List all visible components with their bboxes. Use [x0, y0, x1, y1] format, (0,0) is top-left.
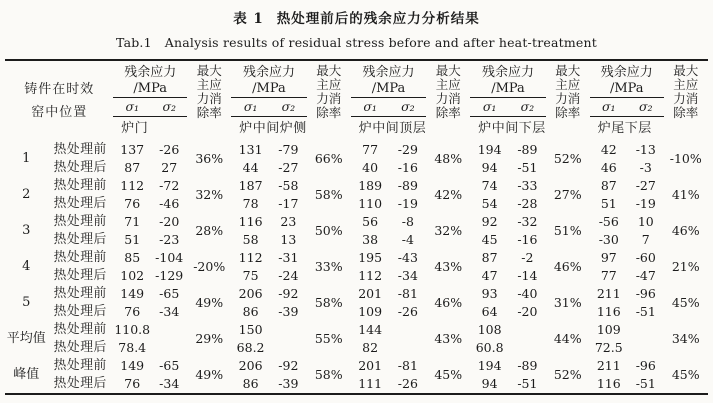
- sigma1-value: 149: [120, 358, 145, 373]
- sigma2-value: -20: [517, 304, 538, 319]
- treatment-after-label: 热处理后: [53, 304, 107, 319]
- stress-unit-label: /MPa: [252, 81, 286, 96]
- sigma1-value: 137: [120, 142, 145, 157]
- sigma2-value: -33: [517, 178, 538, 193]
- rate-header-text: 最大主应力消除率: [673, 63, 699, 120]
- sigma2-value: -2: [521, 250, 534, 265]
- sigma2-value: [390, 339, 427, 357]
- sigma1-value: 76: [124, 376, 141, 391]
- sigma2-value: -23: [159, 232, 180, 247]
- sigma2-value: -65: [159, 286, 180, 301]
- sigma2-value: -27: [278, 160, 299, 175]
- rate-header-text: 最大主应力消除率: [435, 63, 461, 120]
- sigma1-value: 86: [242, 376, 259, 391]
- sigma2-value: [509, 339, 546, 357]
- sigma1-value: 45: [481, 232, 498, 247]
- sigma1-value: 40: [362, 160, 379, 175]
- residual-stress-header: [590, 60, 664, 98]
- sigma1-value: 44: [242, 160, 259, 175]
- sigma1-value: 51: [124, 232, 141, 247]
- stress-unit-label: /MPa: [133, 81, 168, 96]
- sigma2-value: -89: [397, 178, 418, 193]
- row-position-label: 峰值: [13, 367, 40, 382]
- treatment-before-label: 热处理前: [53, 142, 107, 157]
- sigma2-value: -26: [397, 376, 418, 391]
- sigma1-value: 68.2: [236, 340, 265, 355]
- rate-value: 32%: [434, 223, 463, 238]
- residual-stress-header: [470, 60, 546, 98]
- sigma1-value: 77: [600, 268, 617, 283]
- sigma1-value: 116: [596, 376, 621, 391]
- sigma1-value: 76: [124, 304, 141, 319]
- sigma1-value: 51: [600, 196, 617, 211]
- sigma1-value: 109: [596, 322, 621, 337]
- sigma2-value: 10: [637, 214, 654, 229]
- sigma1-value: 77: [362, 142, 379, 157]
- rate-header-text: 最大主应力消除率: [196, 63, 222, 120]
- sigma2-value: -3: [639, 160, 652, 175]
- sigma2-value: -89: [517, 358, 538, 373]
- sigma1-value: 116: [596, 304, 621, 319]
- stress-unit-label: /MPa: [609, 81, 644, 96]
- sigma2-value: -13: [635, 142, 656, 157]
- sigma2-value: -60: [635, 250, 656, 265]
- residual-stress-label: 残余应力: [362, 65, 415, 80]
- sigma2-value: -43: [397, 250, 418, 265]
- sigma1-value: 112: [358, 268, 383, 283]
- sigma1-value: 102: [120, 268, 145, 283]
- sigma2-value: -28: [517, 196, 538, 211]
- sigma1-value: 86: [242, 304, 259, 319]
- rate-value: 46%: [671, 223, 700, 238]
- sigma1-value: 194: [477, 142, 502, 157]
- sigma2-value: -46: [159, 196, 180, 211]
- sigma2-value: -24: [278, 268, 299, 283]
- rate-value: 42%: [434, 187, 463, 202]
- table-title-cn: [0, 0, 713, 27]
- row-position-label: 平均值: [6, 331, 46, 346]
- sigma2-value: -20: [159, 214, 180, 229]
- sigma2-value: -19: [635, 196, 656, 211]
- sigma1-value: 94: [481, 160, 498, 175]
- data-row-after: [5, 303, 708, 321]
- table-title-en: [0, 35, 713, 50]
- sigma1-value: 42: [600, 142, 617, 157]
- sigma1-value: 111: [358, 376, 383, 391]
- treatment-after-label: 热处理后: [53, 232, 107, 247]
- sigma1-value: 187: [238, 178, 263, 193]
- sigma1-value: 85: [124, 250, 141, 265]
- sigma1-value: 92: [481, 214, 498, 229]
- sigma2-value: -34: [159, 376, 180, 391]
- corner-header-text: 铸件在时效窑中位置: [24, 82, 95, 120]
- rate-value: 51%: [553, 223, 582, 238]
- row-position-label: 4: [22, 259, 31, 274]
- sigma2-value: -8: [401, 214, 414, 229]
- table-title-cn-text: 热处理前后的残余应力分析结果: [276, 11, 480, 27]
- rate-value: 36%: [195, 151, 224, 166]
- rate-header-text: 最大主应力消除率: [555, 63, 581, 120]
- table-body: [5, 141, 708, 394]
- sigma1-value: 112: [238, 250, 263, 265]
- location-label: 炉中间炉侧: [239, 121, 307, 136]
- sigma2-value: -40: [517, 286, 538, 301]
- rate-value: 33%: [314, 259, 343, 274]
- location-label: 炉中间顶层: [358, 121, 427, 136]
- sigma1-value: 56: [362, 214, 379, 229]
- rate-value: 27%: [553, 187, 582, 202]
- sigma1-value: 116: [238, 214, 263, 229]
- sigma1-value: 110.8: [114, 322, 151, 337]
- rate-value: 46%: [434, 295, 463, 310]
- table-head: [5, 60, 708, 141]
- data-row-before: [5, 285, 708, 303]
- sigma2-value: -92: [278, 286, 299, 301]
- sigma1-value: 46: [600, 160, 617, 175]
- treatment-after-label: 热处理后: [53, 196, 107, 211]
- sigma1-header: σ₁: [590, 98, 628, 117]
- sigma1-value: 87: [481, 250, 498, 265]
- sigma1-value: 82: [362, 340, 379, 355]
- sigma1-value: 60.8: [475, 340, 504, 355]
- sigma2-value: -79: [278, 142, 299, 157]
- sigma1-value: 194: [477, 358, 502, 373]
- sigma2-value: [151, 321, 187, 339]
- sigma2-value: -65: [159, 358, 180, 373]
- sigma2-value: -31: [278, 250, 299, 265]
- sigma2-header: σ₂: [151, 98, 187, 117]
- sigma2-value: -14: [517, 268, 538, 283]
- sigma2-value: -81: [397, 358, 418, 373]
- sigma1-value: 47: [481, 268, 498, 283]
- treatment-before-label: 热处理前: [53, 250, 107, 265]
- sigma1-value: 54: [481, 196, 498, 211]
- sigma1-value: 58: [242, 232, 259, 247]
- rate-header-text: 最大主应力消除率: [316, 63, 342, 120]
- sigma2-value: 13: [280, 232, 297, 247]
- rate-value: 44%: [553, 331, 582, 346]
- sigma2-value: -26: [159, 142, 180, 157]
- sigma2-header: σ₂: [509, 98, 546, 117]
- sigma1-value: 75: [242, 268, 259, 283]
- sigma1-value: 201: [358, 286, 383, 301]
- treatment-before-label: 热处理前: [53, 322, 107, 337]
- data-row-before: [5, 213, 708, 231]
- sigma2-header: σ₂: [390, 98, 427, 117]
- data-row-after: [5, 375, 708, 394]
- sigma2-value: -96: [635, 286, 656, 301]
- rate-value: 58%: [314, 187, 343, 202]
- sigma1-value: 206: [238, 286, 263, 301]
- sigma1-value: 109: [358, 304, 383, 319]
- residual-stress-header: [231, 60, 307, 98]
- sigma1-header: σ₁: [470, 98, 509, 117]
- row-position-label: 5: [22, 295, 31, 310]
- rate-value: 21%: [671, 259, 700, 274]
- sigma1-value: 64: [481, 304, 498, 319]
- data-row-after: [5, 159, 708, 177]
- data-row-after: [5, 339, 708, 357]
- sigma2-value: -92: [278, 358, 299, 373]
- sigma1-value: 112: [120, 178, 145, 193]
- rate-value: 52%: [553, 367, 582, 382]
- sigma2-header: σ₂: [628, 98, 664, 117]
- rate-value: 49%: [195, 367, 224, 382]
- max-stress-elimination-rate-header: [426, 60, 470, 141]
- sigma2-value: -4: [401, 232, 414, 247]
- sigma2-value: 27: [161, 160, 178, 175]
- rate-value: 55%: [314, 331, 343, 346]
- residual-stress-header: [113, 60, 187, 98]
- rate-value: 43%: [434, 259, 463, 274]
- treatment-before-label: 热处理前: [53, 178, 107, 193]
- treatment-after-label: 热处理后: [53, 376, 107, 391]
- rate-value: 31%: [553, 295, 582, 310]
- sigma2-value: -16: [517, 232, 538, 247]
- rate-value: 58%: [314, 367, 343, 382]
- sigma2-value: -26: [397, 304, 418, 319]
- rate-value: 32%: [195, 187, 224, 202]
- sigma2-value: -16: [397, 160, 418, 175]
- sigma2-value: -32: [517, 214, 538, 229]
- sigma2-value: [509, 321, 546, 339]
- sigma2-value: -51: [635, 376, 656, 391]
- treatment-after-label: 热处理后: [53, 340, 107, 355]
- sigma1-value: 195: [358, 250, 383, 265]
- sigma1-value: 189: [358, 178, 383, 193]
- sigma2-value: -72: [159, 178, 180, 193]
- rate-value: 58%: [314, 295, 343, 310]
- sigma1-header: σ₁: [351, 98, 390, 117]
- location-label: 炉中间下层: [478, 121, 546, 136]
- treatment-after-label: 热处理后: [53, 160, 107, 175]
- sigma2-value: -34: [159, 304, 180, 319]
- sigma2-value: -89: [517, 142, 538, 157]
- rate-value: 49%: [195, 295, 224, 310]
- treatment-after-label: 热处理后: [53, 268, 107, 283]
- sigma1-value: 110: [358, 196, 383, 211]
- corner-header: [5, 60, 113, 141]
- sigma1-value: -30: [598, 232, 619, 247]
- sigma2-value: -19: [397, 196, 418, 211]
- rate-value: 48%: [434, 151, 463, 166]
- sigma1-value: 150: [238, 322, 263, 337]
- rate-value: 45%: [434, 367, 463, 382]
- data-row-after: [5, 267, 708, 285]
- sigma2-value: -104: [155, 250, 184, 265]
- row-position-label: 3: [22, 223, 31, 238]
- sigma1-value: 93: [481, 286, 498, 301]
- rate-value: -10%: [669, 151, 702, 166]
- sigma2-value: [628, 321, 664, 339]
- sigma1-value: 78: [242, 196, 259, 211]
- max-stress-elimination-rate-header: [307, 60, 351, 141]
- rate-value: 43%: [434, 331, 463, 346]
- residual-stress-label: 残余应力: [242, 65, 295, 80]
- max-stress-elimination-rate-header: [187, 60, 231, 141]
- sigma2-value: -47: [635, 268, 656, 283]
- sigma1-value: 131: [238, 142, 263, 157]
- data-row-before: [5, 141, 708, 159]
- results-table: [5, 59, 708, 395]
- sigma2-value: -58: [278, 178, 299, 193]
- sigma2-value: -51: [517, 160, 538, 175]
- sigma2-value: [270, 339, 307, 357]
- rate-value: 45%: [671, 295, 700, 310]
- rate-value: 45%: [671, 367, 700, 382]
- sigma1-value: 108: [477, 322, 502, 337]
- sigma2-value: -27: [635, 178, 656, 193]
- rate-value: 46%: [553, 259, 582, 274]
- sigma2-value: -51: [635, 304, 656, 319]
- sigma1-value: 72.5: [594, 340, 623, 355]
- sigma1-value: 206: [238, 358, 263, 373]
- table-title-en-text: Analysis results of residual stress before and after heat-treatment: [164, 35, 597, 50]
- sigma2-value: 7: [641, 232, 650, 247]
- rate-value: -20%: [193, 259, 226, 274]
- treatment-before-label: 热处理前: [53, 358, 107, 373]
- sigma2-header: σ₂: [270, 98, 307, 117]
- rate-value: 50%: [314, 223, 343, 238]
- sigma2-value: -17: [278, 196, 299, 211]
- table-number-en: Tab.1: [116, 35, 152, 50]
- rate-value: 29%: [195, 331, 224, 346]
- sigma1-value: 211: [596, 358, 621, 373]
- rate-value: 34%: [671, 331, 700, 346]
- header-row-units: [5, 60, 708, 98]
- sigma1-value: 74: [481, 178, 498, 193]
- sigma2-value: 23: [280, 214, 297, 229]
- row-position-label: 1: [22, 151, 31, 166]
- sigma1-value: 149: [120, 286, 145, 301]
- rate-value: 52%: [553, 151, 582, 166]
- data-row-after: [5, 195, 708, 213]
- residual-stress-header: [351, 60, 427, 98]
- rate-value: 28%: [195, 223, 224, 238]
- sigma1-value: 38: [362, 232, 379, 247]
- sigma2-value: -29: [397, 142, 418, 157]
- sigma1-value: 211: [596, 286, 621, 301]
- sigma2-value: -39: [278, 304, 299, 319]
- sigma2-value: [390, 321, 427, 339]
- sigma2-value: -96: [635, 358, 656, 373]
- treatment-before-label: 热处理前: [53, 286, 107, 301]
- residual-stress-label: 残余应力: [600, 65, 653, 80]
- sigma1-value: -56: [598, 214, 619, 229]
- sigma1-value: 97: [600, 250, 617, 265]
- max-stress-elimination-rate-header: [546, 60, 590, 141]
- sigma1-value: 94: [481, 376, 498, 391]
- stress-unit-label: /MPa: [371, 81, 406, 96]
- data-row-before: [5, 177, 708, 195]
- data-row-after: [5, 231, 708, 249]
- sigma2-value: -39: [278, 376, 299, 391]
- residual-stress-label: 残余应力: [124, 65, 177, 80]
- location-label: 炉尾下层: [597, 121, 652, 136]
- sigma1-value: 144: [358, 322, 383, 337]
- rate-value: 66%: [314, 151, 343, 166]
- sigma1-value: 78.4: [118, 340, 147, 355]
- sigma1-header: σ₁: [231, 98, 270, 117]
- sigma1-value: 87: [124, 160, 141, 175]
- max-stress-elimination-rate-header: [664, 60, 708, 141]
- residual-stress-label: 残余应力: [482, 65, 535, 80]
- sigma2-value: -51: [517, 376, 538, 391]
- sigma2-value: [628, 339, 664, 357]
- data-row-before: [5, 321, 708, 339]
- sigma2-value: -34: [397, 268, 418, 283]
- sigma1-value: 201: [358, 358, 383, 373]
- sigma2-value: [270, 321, 307, 339]
- table-number-cn: 表 1: [233, 11, 264, 27]
- rate-value: 41%: [671, 187, 700, 202]
- sigma1-header: σ₁: [113, 98, 151, 117]
- sigma2-value: -129: [155, 268, 184, 283]
- data-row-before: [5, 249, 708, 267]
- sigma1-value: 87: [600, 178, 617, 193]
- data-row-before: [5, 357, 708, 375]
- treatment-before-label: 热处理前: [53, 214, 107, 229]
- sigma2-value: [151, 339, 187, 357]
- sigma2-value: -81: [397, 286, 418, 301]
- stress-unit-label: /MPa: [491, 81, 525, 96]
- row-position-label: 2: [22, 187, 31, 202]
- location-label: 炉门: [121, 121, 149, 136]
- sigma1-value: 76: [124, 196, 141, 211]
- sigma1-value: 71: [124, 214, 141, 229]
